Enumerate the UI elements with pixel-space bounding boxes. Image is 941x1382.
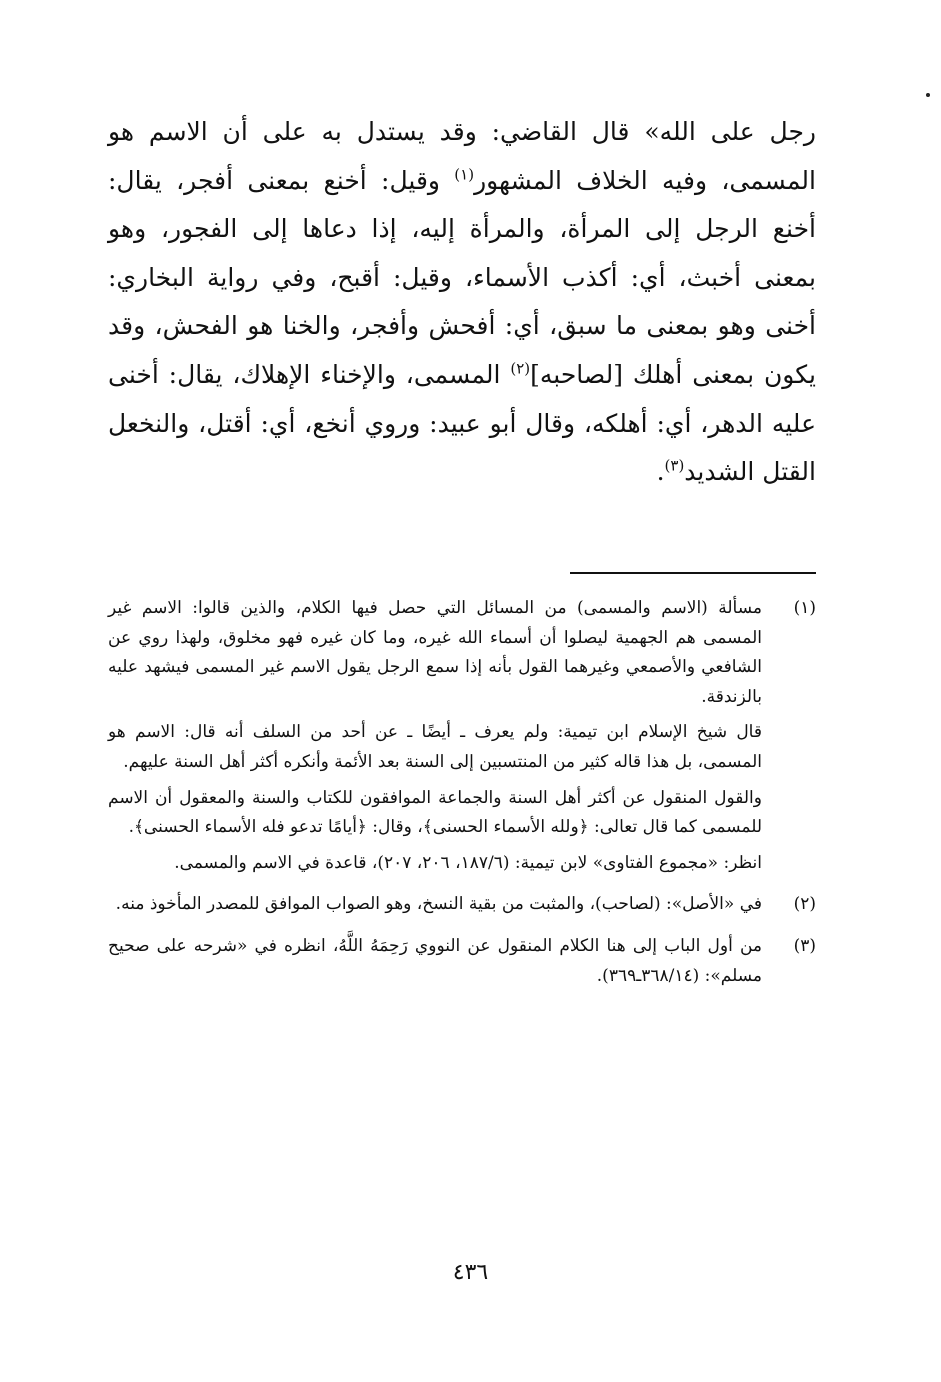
footnote-body <box>108 932 762 997</box>
footnote-number: (١) <box>793 598 816 618</box>
main-text-mid2: المسمى، والإخناء الإهلاك، يقال: أخنى عليه الدهر، أي: أهلكه، وقال أبو عبيد: وروي أنخع، أي: أقتل، والنخعل القتل الشديد <box>108 359 816 487</box>
footnote-paragraph: والقول المنقول عن أكثر أهل السنة والجماعة الموافقون للكتاب والسنة والمعقول أن الاسم للمسمى كما قال تعالى: ﴿ولله الأسماء الحسنى﴾، وقال: ﴿أيامًا تدعو فله الأسماء الحسنى﴾. <box>108 787 762 838</box>
footnote-body <box>108 890 762 926</box>
footnote-3 <box>108 932 816 997</box>
footnote-paragraph: قال شيخ الإسلام ابن تيمية: ولم يعرف ـ أيضًا ـ عن أحد من السلف أنه قال: الاسم هو المسمى، بل هذا قاله كثير من المنتسبين إلى السنة بعد الأئمة وأنكره أكثر أهل السنة عليهم. <box>108 722 762 772</box>
footnote-separator <box>570 572 816 574</box>
footnote-number: (٢) <box>793 894 816 915</box>
footnote-number: (٣) <box>793 935 816 956</box>
footnote-ref-1: (١) <box>454 165 475 184</box>
main-text-mid: وقيل: أخنع بمعنى أفجر، يقال: أخنع الرجل إلى المرأة، والمرأة إليه، إذا دعاها إلى الفجور، وهو بمعنى أخبث، أي: أكذب الأسماء، وقيل: أقبح، وفي رواية البخاري: أخنى وهو بمعنى ما سبق، أي: أفحش وأفجر، والخنا هو الفحش، وقد يكون بمعنى أهلك [لصاحبه] <box>108 165 816 389</box>
footnote-paragraph: من أول الباب إلى هنا الكلام المنقول عن النووي رَحِمَهُ اللَّهُ، انظره في «شرحه على صحيح مسلم»: (٣٦٨/١٤ـ٣٦٩). <box>108 935 762 986</box>
page-number: ٤٣٦ <box>452 1260 489 1285</box>
main-text-start: رجل على الله» قال القاضي: وقد يستدل به على أن الاسم هو المسمى، وفيه الخلاف المشهور <box>108 117 816 195</box>
footnote-2 <box>108 890 816 926</box>
main-text-end: . <box>656 457 665 487</box>
footnotes <box>108 594 816 1003</box>
main-paragraph <box>108 108 816 497</box>
footnote-paragraph: انظر: «مجموع الفتاوى» لابن تيمية: (١٨٧/٦، ٢٠٦، ٢٠٧)، قاعدة في الاسم والمسمى. <box>174 852 762 873</box>
footnote-body <box>108 594 762 884</box>
footnote-paragraph: مسألة (الاسم والمسمى) من المسائل التي حصل فيها الكلام، والذين قالوا: الاسم غير المسمى هم الجهمية ليصلوا أن أسماء الله غيره، وما كان غيره فهو مخلوق، ولهذا روي عن الشافعي والأصمعي وغيرهما القول بأنه إذا سمع الرجل يقول الاسم غير المسمى فيشهد عليه بالزندقة. <box>108 598 762 707</box>
footnote-paragraph: في «الأصل»: (لصاحب)، والمثبت من بقية النسخ، وهو الصواب الموافق للمصدر المأخوذ منه. <box>115 894 762 915</box>
footnote-ref-3: (٣) <box>664 456 685 475</box>
footnote-1 <box>108 594 816 884</box>
footnote-ref-2: (٢) <box>510 359 531 378</box>
page-mark <box>926 93 930 97</box>
